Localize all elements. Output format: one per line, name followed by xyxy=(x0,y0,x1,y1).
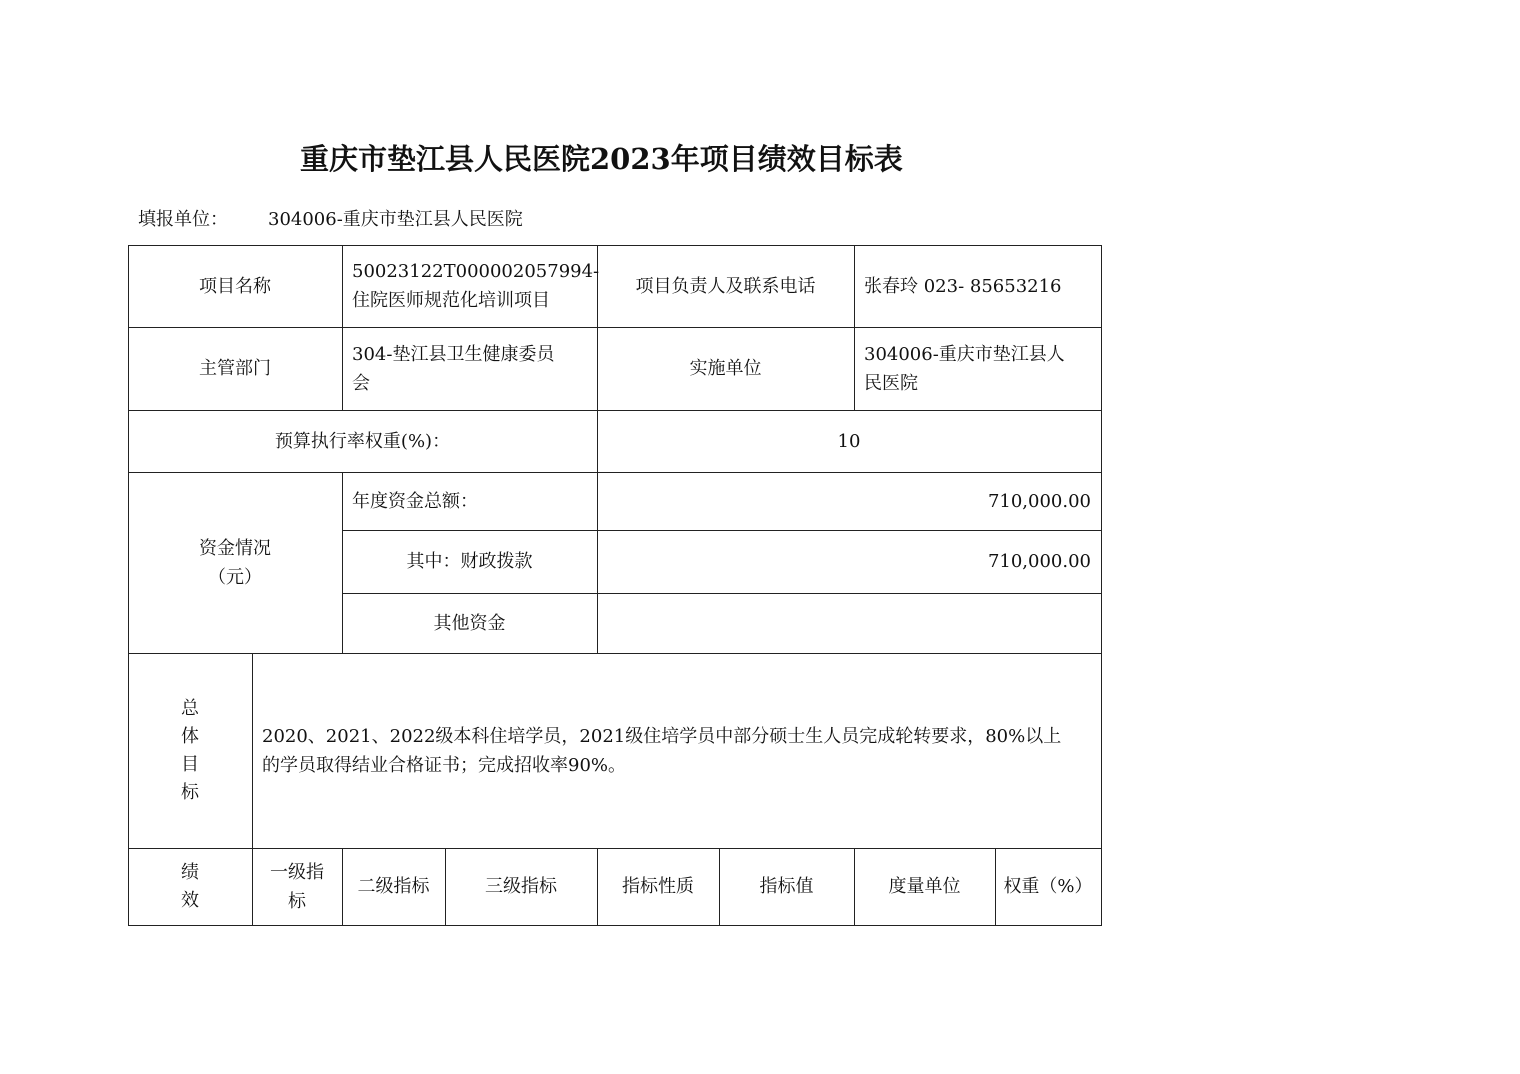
annual-total-value: 710,000.00 xyxy=(987,490,1091,512)
filler-unit xyxy=(138,205,523,231)
filler-unit-label: 填报单位： xyxy=(138,209,228,230)
budget-weight-value: 10 xyxy=(837,430,861,452)
fiscal-value: 710,000.00 xyxy=(987,551,1091,572)
other-label: 其他资金 xyxy=(433,612,506,634)
contact-value: 张春玲 023- 85653216 xyxy=(864,275,1062,297)
goal-label: 总体目标 xyxy=(181,697,199,803)
fund-label: 资金情况 （元） xyxy=(199,537,271,588)
goal-text: 2020、2021、2022级本科住培学员，2021级住培学员中部分硕士生人员完成轮转要求，80%以上 的学员取得结业合格证书；完成招收率90%。 xyxy=(262,725,1062,776)
impl-label: 实施单位 xyxy=(689,358,762,379)
nature-header: 指标性质 xyxy=(622,876,694,897)
weight-header: 权重（%） xyxy=(1003,876,1093,897)
other-value xyxy=(597,593,1101,653)
perf-label: 绩效 xyxy=(181,861,199,911)
unit-header: 度量单位 xyxy=(888,876,961,897)
table-line xyxy=(1101,245,1102,926)
filler-unit-value: 304006-重庆市垫江县人民医院 xyxy=(268,209,523,230)
budget-weight-label: 预算执行率权重(%)： xyxy=(274,430,451,452)
page-title: 重庆市垫江县人民医院2023年项目绩效目标表 xyxy=(300,142,903,176)
fiscal-label: 其中：财政拨款 xyxy=(406,551,533,572)
level3-header: 三级指标 xyxy=(485,876,557,897)
dept-value: 304-垫江县卫生健康委员 会 xyxy=(352,343,555,394)
level1-header: 一级指 标 xyxy=(270,861,324,912)
indicator-value-header: 指标值 xyxy=(759,876,814,897)
contact-label: 项目负责人及联系电话 xyxy=(635,275,816,297)
annual-total-label: 年度资金总额： xyxy=(352,490,478,512)
level2-header: 二级指标 xyxy=(357,876,430,897)
table-line xyxy=(128,925,1102,926)
project-name-label: 项目名称 xyxy=(199,275,271,297)
dept-label: 主管部门 xyxy=(199,358,271,379)
impl-value: 304006-重庆市垫江县人 民医院 xyxy=(864,343,1065,394)
project-name-value: 50023122T000002057994- 住院医师规范化培训项目 xyxy=(352,261,600,311)
